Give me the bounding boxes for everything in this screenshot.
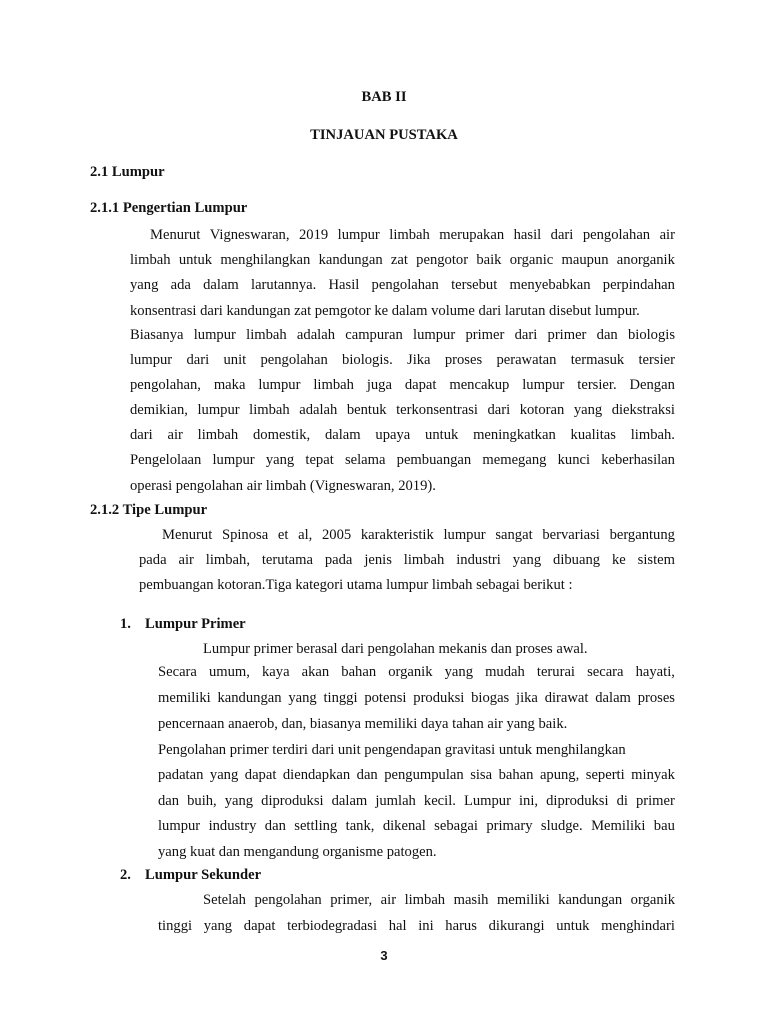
word: organik — [630, 892, 675, 908]
word: dikenal — [382, 818, 426, 834]
word: zat — [390, 252, 408, 268]
word: adalah — [299, 402, 338, 418]
word: dapat — [404, 377, 437, 393]
word: limbah — [246, 327, 287, 343]
word: larutannya. — [251, 277, 317, 293]
word: pengolahan — [371, 277, 439, 293]
word: tersier — [638, 352, 675, 368]
word: lumpur — [130, 352, 173, 368]
paragraph-line: pembuangan kotoran.Tiga kategori utama lumpur limbah sebagai berikut : — [139, 577, 573, 593]
word: menghilangkan — [220, 252, 311, 268]
word: ke — [611, 552, 626, 568]
chapter-label: BAB II — [361, 89, 407, 105]
word: tepat — [305, 452, 334, 468]
word: yang — [265, 452, 295, 468]
word: kandungan — [318, 252, 383, 268]
word: maupun — [561, 252, 609, 268]
word: dari — [550, 227, 574, 243]
word: ini, — [519, 793, 539, 809]
word: dalam — [331, 793, 368, 809]
word: lumpur — [522, 377, 565, 393]
word: terbiodegradasi — [287, 918, 378, 934]
word: 2019 — [298, 227, 329, 243]
word: pengolahan — [260, 352, 328, 368]
word: untuk — [556, 918, 590, 934]
word: unit — [223, 352, 247, 368]
word: jenis — [364, 552, 392, 568]
word: yang — [130, 277, 159, 293]
paragraph-line: pencernaan anaerob, dan, biasanya memiliki daya tahan air yang baik. — [158, 716, 568, 732]
word: campuran — [345, 327, 403, 343]
word: yang — [209, 767, 239, 783]
word: biologis. — [342, 352, 393, 368]
word: kandungan — [558, 892, 623, 908]
word: merupakan — [439, 227, 505, 243]
word: adalah — [296, 327, 336, 343]
paragraph-line — [130, 426, 675, 444]
word: sistem — [637, 552, 675, 568]
word: dapat — [243, 918, 276, 934]
word: perawatan — [496, 352, 557, 368]
word: umum, — [208, 664, 250, 680]
list-item-title: Lumpur Sekunder — [145, 867, 262, 883]
word: selama — [344, 452, 386, 468]
paragraph-line: operasi pengolahan air limbah (Vigneswaran, 2019). — [130, 478, 436, 494]
word: bahan — [498, 767, 534, 783]
word: potensi — [364, 690, 407, 706]
word: secara — [587, 664, 624, 680]
paragraph-line — [130, 451, 675, 469]
word: juga — [366, 377, 392, 393]
word: limbah, — [205, 552, 250, 568]
word: pengolahan — [254, 892, 322, 908]
word: biologis — [627, 327, 675, 343]
word: padatan — [158, 767, 204, 783]
word: Menurut — [162, 527, 213, 543]
word: dapat — [244, 767, 277, 783]
word: proses — [637, 690, 675, 706]
word: hayati, — [635, 664, 675, 680]
word: domestik, — [253, 427, 311, 443]
word: dari — [487, 402, 511, 418]
word: organic — [509, 252, 554, 268]
word: bau — [653, 818, 675, 834]
paragraph-line: konsentrasi dari kandungan zat pemgotor ke dalam volume dari larutan disebut lumpur. — [130, 303, 640, 319]
word: mudah — [485, 664, 525, 680]
word: dalam — [324, 427, 361, 443]
word: mencakup — [449, 377, 510, 393]
paragraph-line — [139, 551, 675, 569]
word: dari — [186, 352, 210, 368]
word: anorganik — [616, 252, 675, 268]
word: biogas — [471, 690, 510, 706]
section-heading: 2.1 Lumpur — [90, 164, 165, 180]
list-number: 2. — [120, 867, 131, 883]
paragraph-line — [130, 326, 675, 344]
word: air — [659, 227, 675, 243]
word: perpindahan — [602, 277, 675, 293]
word: akan — [301, 664, 330, 680]
word: di — [616, 793, 628, 809]
word: diekstraksi — [611, 402, 675, 418]
word: dari — [514, 327, 538, 343]
word: pada — [324, 552, 353, 568]
word: lumpur — [197, 402, 240, 418]
word: primer — [547, 327, 587, 343]
word: 2005 — [321, 527, 352, 543]
page-number: 3 — [380, 948, 388, 963]
word: Memiliki — [591, 818, 646, 834]
paragraph-line — [130, 251, 675, 269]
word: Jika — [407, 352, 431, 368]
word: termasuk — [570, 352, 625, 368]
word: lumpur — [212, 452, 255, 468]
word: lumpur — [337, 227, 380, 243]
word: air — [380, 892, 397, 908]
word: untuk — [425, 427, 459, 443]
word: al, — [298, 527, 313, 543]
word: menyebabkan — [509, 277, 591, 293]
paragraph-line — [158, 917, 675, 935]
word: jika — [516, 690, 538, 706]
word: kotoran — [519, 402, 565, 418]
word: limbah — [389, 227, 430, 243]
word: yang — [444, 664, 473, 680]
word: maka — [213, 377, 246, 393]
paragraph-line: yang kuat dan mengandung organisme patogen. — [158, 844, 437, 860]
word: Menurut — [150, 227, 201, 243]
word: demikian, — [130, 402, 188, 418]
paragraph-line — [158, 766, 675, 784]
word: Hasil — [328, 277, 360, 293]
word: dibuang — [553, 552, 601, 568]
word: industry — [208, 818, 257, 834]
word: organik — [388, 664, 433, 680]
word: dalam — [595, 690, 631, 706]
word: limbah. — [630, 427, 675, 443]
word: baik — [476, 252, 502, 268]
word: primer — [635, 793, 675, 809]
list-item-title: Lumpur Primer — [145, 616, 246, 632]
word: limbah — [197, 427, 239, 443]
word: primer, — [330, 892, 373, 908]
word: ini — [418, 918, 434, 934]
word: tinggi — [323, 690, 358, 706]
word: minyak — [631, 767, 675, 783]
word: bentuk — [346, 402, 387, 418]
word: lumpur — [258, 377, 301, 393]
paragraph-line — [130, 351, 675, 369]
word: sisa — [470, 767, 493, 783]
word: hasil — [513, 227, 542, 243]
word: dan — [596, 327, 618, 343]
word: primer — [465, 327, 505, 343]
word: masih — [453, 892, 489, 908]
word: Pengelolaan — [130, 452, 202, 468]
word: memegang — [482, 452, 547, 468]
paragraph-line — [150, 226, 675, 244]
word: diproduksi — [546, 793, 609, 809]
word: kandungan — [217, 690, 282, 706]
paragraph-line — [158, 792, 675, 810]
word: apung, — [539, 767, 580, 783]
word: Dengan — [629, 377, 675, 393]
word: tersier. — [577, 377, 617, 393]
word: terurai — [536, 664, 575, 680]
paragraph-line — [158, 663, 675, 681]
word: bahan — [341, 664, 377, 680]
word: primary — [486, 818, 533, 834]
word: produksi — [413, 690, 465, 706]
chapter-title: TINJAUAN PUSTAKA — [310, 127, 458, 143]
word: Spinosa — [221, 527, 269, 543]
word: air — [167, 427, 183, 443]
word: Lumpur — [463, 793, 511, 809]
word: dan — [158, 793, 180, 809]
word: hal — [388, 918, 407, 934]
word: dan — [264, 818, 286, 834]
word: seperti — [585, 767, 625, 783]
paragraph-line — [158, 817, 675, 835]
word: yang — [512, 552, 542, 568]
word: dalam — [203, 277, 239, 293]
word: kualitas — [570, 427, 616, 443]
paragraph-line — [130, 376, 675, 394]
word: bervariasi — [542, 527, 600, 543]
paragraph-line — [130, 401, 675, 419]
paragraph-line — [130, 276, 675, 294]
word: yang — [573, 402, 603, 418]
word: pembuangan — [396, 452, 472, 468]
word: limbah — [403, 552, 445, 568]
word: lumpur — [413, 327, 456, 343]
word: sangat — [495, 527, 533, 543]
word: pengumpulan — [384, 767, 464, 783]
word: limbah — [249, 402, 290, 418]
word: tersebut — [451, 277, 498, 293]
word: dikurangi — [488, 918, 545, 934]
word: yang — [288, 690, 317, 706]
word: et — [277, 527, 289, 543]
word: Vigneswaran, — [209, 227, 290, 243]
paragraph-line: Lumpur primer berasal dari pengolahan mekanis dan proses awal. — [203, 641, 588, 657]
word: pada — [139, 552, 167, 568]
word: buih, — [187, 793, 217, 809]
word: diendapkan — [282, 767, 351, 783]
word: upaya — [375, 427, 411, 443]
word: sludge. — [540, 818, 583, 834]
word: dari — [130, 427, 153, 443]
word: bergantung — [609, 527, 675, 543]
subsection-heading: 2.1.2 Tipe Lumpur — [90, 502, 208, 518]
word: pengotor — [416, 252, 469, 268]
word: industri — [456, 552, 501, 568]
subsection-heading: 2.1.1 Pengertian Lumpur — [90, 200, 248, 216]
word: keberhasilan — [601, 452, 675, 468]
paragraph-line — [158, 689, 675, 707]
word: lumpur — [443, 527, 486, 543]
paragraph-line — [162, 526, 675, 544]
paragraph-line: Pengolahan primer terdiri dari unit pengendapan gravitasi untuk menghilangkan — [158, 742, 626, 758]
word: Secara — [158, 664, 197, 680]
word: kunci — [557, 452, 591, 468]
word: jumlah — [375, 793, 416, 809]
word: dan — [356, 767, 378, 783]
word: memiliki — [158, 690, 211, 706]
word: ada — [170, 277, 191, 293]
word: harus — [445, 918, 477, 934]
word: dirawat — [544, 690, 589, 706]
word: pengolahan, — [130, 377, 201, 393]
word: sebagai — [434, 818, 478, 834]
word: terutama — [261, 552, 313, 568]
word: tank, — [345, 818, 375, 834]
word: pengolahan — [582, 227, 651, 243]
word: tinggi — [158, 918, 193, 934]
word: limbah — [313, 377, 354, 393]
word: kaya — [262, 664, 290, 680]
word: settling — [294, 818, 338, 834]
word: proses — [444, 352, 483, 368]
word: yang — [203, 918, 233, 934]
word: Setelah — [203, 892, 246, 908]
word: menghindari — [601, 918, 675, 934]
word: untuk — [178, 252, 213, 268]
list-number: 1. — [120, 616, 131, 632]
paragraph-line — [203, 891, 675, 909]
word: diproduksi — [261, 793, 324, 809]
word: lumpur — [193, 327, 236, 343]
word: terkonsentrasi — [396, 402, 478, 418]
word: meningkatkan — [473, 427, 556, 443]
word: limbah — [404, 892, 446, 908]
word: lumpur — [158, 818, 201, 834]
word: kecil. — [423, 793, 456, 809]
word: yang — [224, 793, 254, 809]
word: air — [178, 552, 194, 568]
word: limbah — [130, 252, 171, 268]
word: karakteristik — [360, 527, 434, 543]
word: memiliki — [496, 892, 550, 908]
word: Biasanya — [130, 327, 184, 343]
